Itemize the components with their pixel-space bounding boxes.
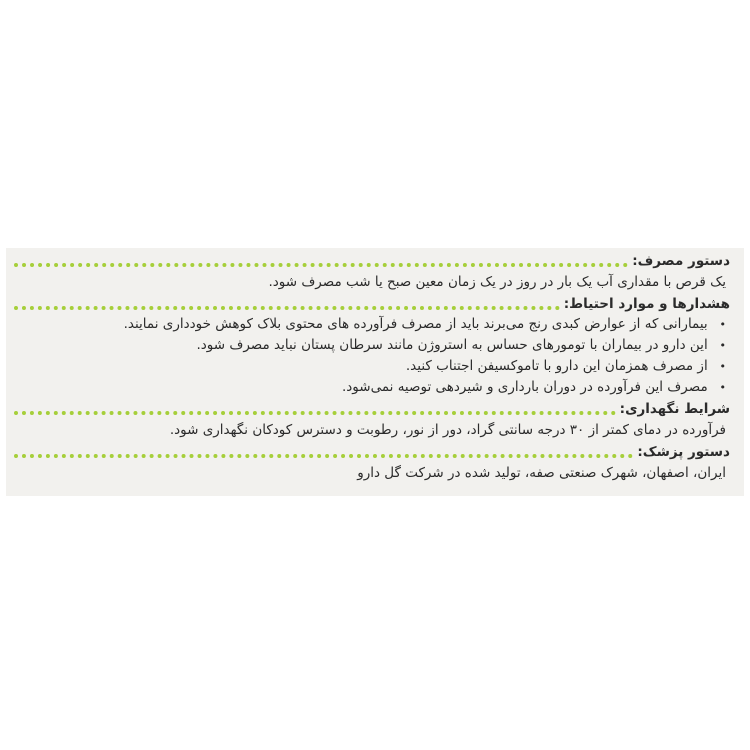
usage-text: یک قرص با مقداری آب یک بار در روز در یک زمان معین صبح یا شب مصرف شود. [268, 274, 726, 290]
bullet-icon: • [719, 318, 726, 331]
bullet-icon: • [719, 339, 726, 352]
usage-dotted-rule [14, 263, 628, 267]
manufacturer-text: ایران، اصفهان، شهرک صنعتی صفه، تولید شده در شرکت گل دارو [357, 465, 726, 481]
doctor-heading: دستور پزشک: [637, 444, 730, 460]
warnings-dotted-rule [14, 306, 560, 310]
warning-item [14, 335, 730, 356]
warning-item [14, 356, 730, 377]
warning-item [14, 314, 730, 335]
bullet-icon: • [719, 360, 726, 373]
storage-text: فرآورده در دمای کمتر از ۳۰ درجه سانتی گراد، دور از نور، رطوبت و دسترس کودکان نگهداری شود. [169, 422, 726, 438]
usage-heading-row [14, 250, 730, 271]
bullet-icon: • [719, 381, 726, 394]
warning-text: این دارو در بیماران با تومورهای حساس به استروژن مانند سرطان پستان نباید مصرف شود. [196, 337, 708, 353]
warnings-heading: هشدارها و موارد احتیاط: [563, 296, 730, 312]
warning-text: بیمارانی که از عوارض کبدی رنج می‌برند باید از مصرف فرآورده های محتوی بلاک کوهش خودداری نمایند. [123, 316, 708, 332]
warning-item [14, 377, 730, 398]
storage-heading-row [14, 398, 730, 419]
warning-text: مصرف این فرآورده در دوران بارداری و شیردهی توصیه نمی‌شود. [342, 379, 708, 395]
warnings-heading-row [14, 293, 730, 314]
doctor-dotted-rule [14, 454, 633, 458]
usage-heading: دستور مصرف: [632, 253, 730, 269]
storage-dotted-rule [14, 411, 616, 415]
warnings-list [14, 314, 730, 398]
storage-heading: شرایط نگهداری: [619, 401, 730, 417]
warning-text: از مصرف همزمان این دارو با تاموکسیفن اجتناب کنید. [405, 358, 708, 374]
label-content [14, 250, 730, 484]
doctor-heading-row [14, 441, 730, 462]
